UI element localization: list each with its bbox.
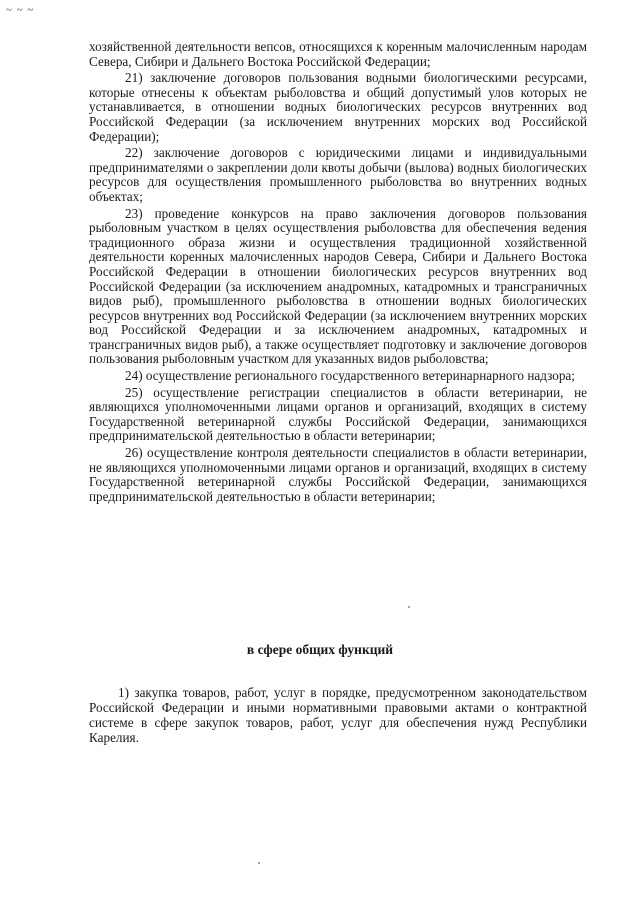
paragraph-item-26: 26) осуществление контроля деятельности специалистов в области ветеринарии, не являющихся уполномоченными лицами органов и организаций, входящих в систему Государственной ветеринарной службы Российской Федерации, занимающихся предпринимательской деятельностью в области ветеринарии;	[89, 445, 587, 504]
general-function-item-1: 1) закупка товаров, работ, услуг в порядке, предусмотренном законодательством Российской Федерации и иными нормативными правовыми актами о контрактной системе в сфере закупок товаров, работ, услуг для обеспечения нужд Республики Карелия.	[89, 685, 587, 746]
corner-scan-mark: ~ ~ ~	[6, 4, 35, 16]
scan-speck	[258, 862, 260, 864]
paragraph-item-24: 24) осуществление регионального государственного ветеринарнарного надзора;	[125, 368, 575, 384]
scan-speck	[408, 606, 410, 608]
paragraph-item-23: 23) проведение конкурсов на право заключения договоров пользования рыболовным участком в целях осуществления рыболовства для обеспечения ведения традиционного образа жизни и осуществления традиционной хозяйственной деятельности коренных малочисленных народов Севера, Сибири и Дальнего Востока Российской Федерации в отношении биологических ресурсов внутренних вод Российской Федерации (за исключением анадромных, катадромных и трансграничных видов рыб), промышленного рыболовства в отношении водных биологических ресурсов внутренних вод Российской Федерации (за исключением внутренних морских вод Российской Федерации и за исключением анадромных, катадромных и трансграничных видов рыб), а также осуществляет подготовку и заключение договоров пользования рыболовным участком для указанных видов рыболовства;	[89, 205, 587, 367]
paragraph-continuation: хозяйственной деятельности вепсов, относящихся к коренным малочисленным народам Севера, Сибири и Дальнего Востока Российской Федерации;	[89, 39, 587, 69]
document-body	[89, 40, 587, 506]
paragraph-item-25: 25) осуществление регистрации специалистов в области ветеринарии, не являющихся уполномоченными лицами органов и организаций, входящих в систему Государственной ветеринарной службы Российской Федерации, занимающихся предпринимательской деятельностью в области ветеринарии;	[89, 384, 587, 444]
paragraph-item-22: 22) заключение договоров с юридическими лицами и индивидуальными предпринимателями о закреплении доли квоты добычи (вылова) водных биологических ресурсов для осуществления промышленного рыболовства во внутренних водных объектах;	[89, 145, 587, 204]
paragraph-item-21: 21) заключение договоров пользования водными биологическими ресурсами, которые отнесены к объектам рыболовства и общий допустимый улов которых не устанавливается, в отношении водных биологических ресурсов внутренних вод Российской Федерации (за исключением внутренних морских вод Российской Федерации);	[89, 70, 587, 144]
section-heading: в сфере общих функций	[246, 642, 394, 657]
